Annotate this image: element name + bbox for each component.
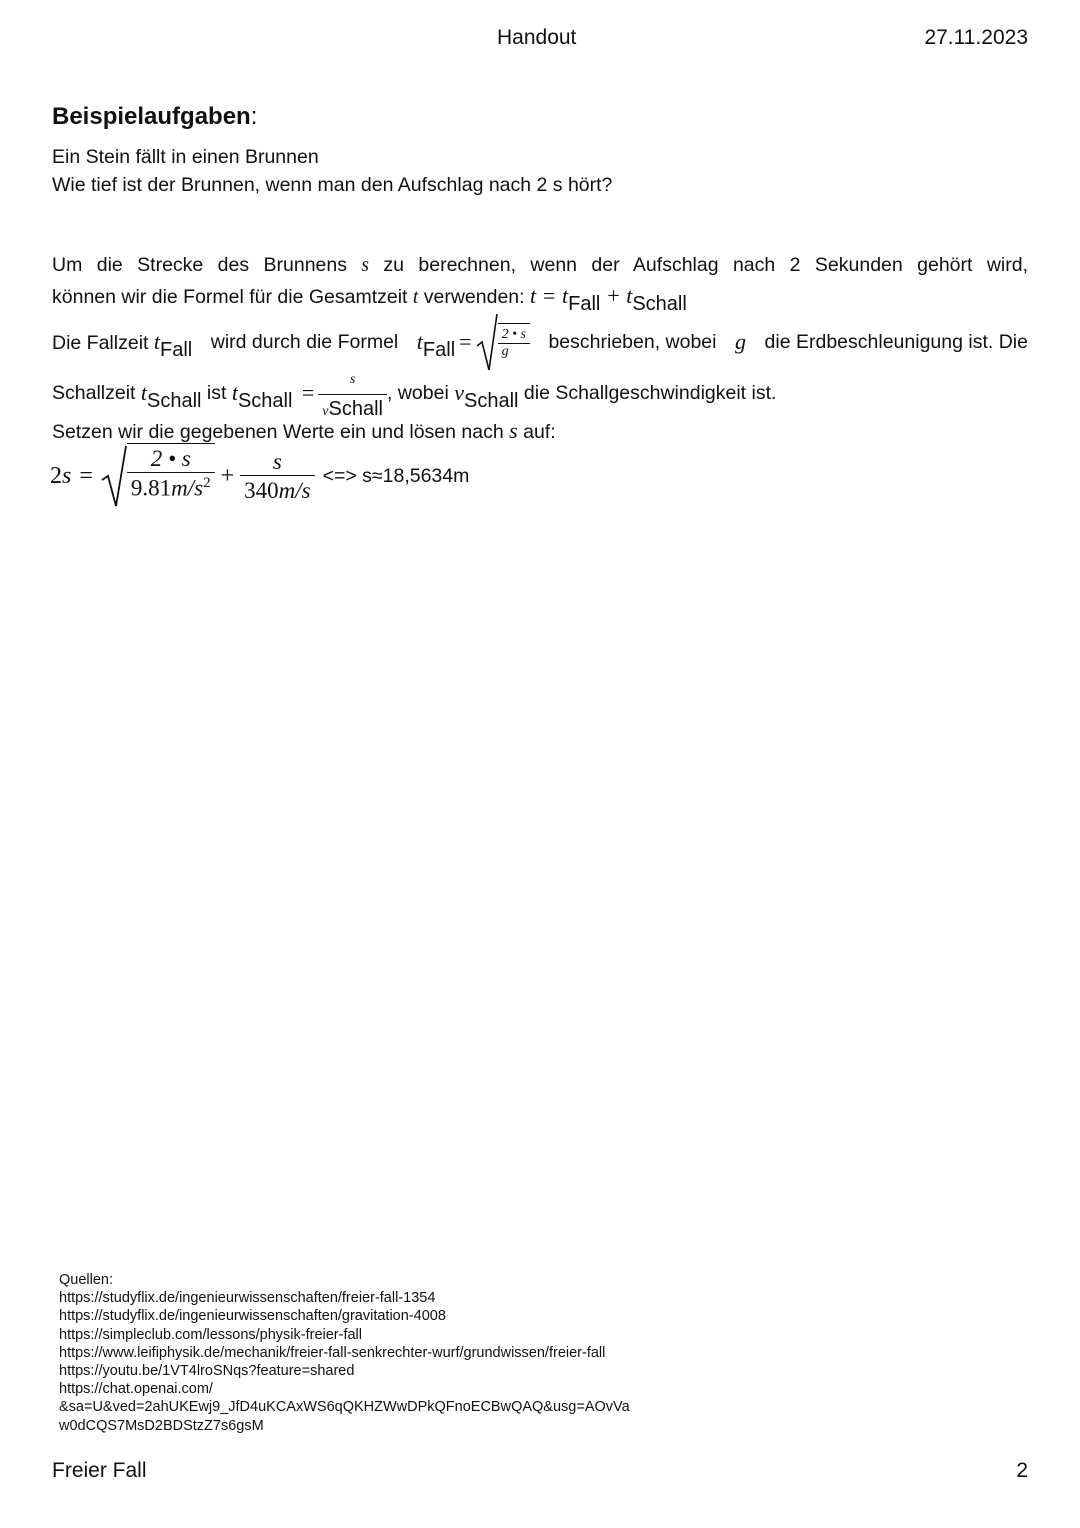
solution-p1-line2 [52, 282, 687, 315]
vschall-v: v [454, 379, 464, 405]
frac-num: 2 • s [498, 327, 530, 344]
p1-line2-text-b: verwenden: [423, 286, 525, 308]
vschall-sub: Schall [463, 389, 519, 412]
eq-fraction-1 [127, 443, 215, 502]
eq-frac2-den-unit: m/s [278, 477, 311, 503]
sqrt-big-icon [101, 444, 127, 508]
tfall-lhs-t: t [416, 329, 423, 354]
final-equation [50, 440, 469, 512]
solution-p2 [52, 314, 1028, 370]
tfall-lhs [416, 329, 456, 361]
schall-den-sub: Schall [328, 398, 383, 420]
header-title: Handout [497, 26, 577, 49]
solution-p1-line1 [52, 254, 1028, 277]
eq-lhs-s: s [62, 462, 72, 489]
sub-schall: Schall [632, 293, 687, 315]
source-link[interactable]: https://www.leifiphysik.de/mechanik/freier-fall-senkrechter-wurf/grundwissen/freier-fall [59, 1344, 606, 1361]
eq-result: <=> s≈18,5634m [322, 464, 470, 487]
vschall-symbol [454, 379, 519, 412]
p3-text-c: , wobei [387, 382, 449, 404]
tfall-eq: = [459, 329, 472, 354]
source-link-continued[interactable]: &sa=U&ved=2ahUKEwj9_JfD4uKCAxWS6qQKHZWwDPkQFnoECBwQAQ&usg=AOvVa [59, 1399, 630, 1416]
eq-fraction-2 [240, 449, 314, 504]
eq-equals: = [79, 462, 93, 489]
source-link[interactable]: https://studyflix.de/ingenieurwissenschaften/freier-fall-1354 [59, 1290, 436, 1307]
formula-t-schall: t [626, 283, 633, 308]
eq-frac2-den-val: 340 [244, 477, 279, 503]
sub-fall: Fall [568, 293, 601, 315]
tfall-symbol [153, 329, 193, 361]
formula-t-fall: t [561, 283, 569, 308]
p2-text-b: wird durch die Formel [210, 330, 399, 353]
heading-text: Beispielaufgaben [52, 103, 251, 130]
formula-eq: = [541, 283, 557, 308]
task-line-1: Ein Stein fällt in einen Brunnen [52, 146, 319, 168]
eq-frac1-num [127, 446, 215, 473]
formula-t: t [530, 283, 537, 308]
p2-text-a: Die Fallzeit [52, 332, 149, 354]
p1-line2-text: können wir die Formel für die Gesamtzeit [52, 286, 408, 308]
tschall-t: t [140, 379, 148, 405]
tschall-lhs-sub: Schall [237, 389, 293, 412]
source-link-continued[interactable]: w0dCQS7MsD2BDStzZ7s6gsM [59, 1417, 264, 1434]
var-t: t [412, 287, 419, 308]
tschall-lhs-t: t [231, 379, 238, 405]
solution-p3 [52, 368, 776, 418]
tschall-symbol [140, 379, 202, 412]
p3-text-a: Schallzeit [52, 382, 136, 404]
page-number: 2 [1016, 1459, 1028, 1482]
footer-title: Freier Fall [52, 1459, 147, 1482]
tfall-lhs-sub: Fall [422, 339, 456, 361]
eq-frac1-den-exp: 2 [203, 474, 211, 491]
tschall-eq: = [301, 380, 315, 405]
tschall-sub: Schall [147, 389, 202, 412]
tschall-lhs [231, 379, 293, 412]
p2-text-c: beschrieben, wobei [548, 330, 717, 353]
eq-frac2-num: s [240, 449, 314, 476]
eq-frac1-num-text: 2 • s [150, 445, 191, 471]
p4-text-end: auf: [523, 421, 556, 443]
source-link[interactable]: https://simpleclub.com/lessons/physik-freier-fall [59, 1326, 362, 1343]
source-link[interactable]: https://chat.openai.com/ [59, 1381, 213, 1398]
p3-text-b: ist [206, 382, 227, 404]
source-link[interactable]: https://youtu.be/1VT4lroSNqs?feature=shared [59, 1363, 355, 1380]
header-date: 27.11.2023 [924, 26, 1028, 49]
tfall-sub: Fall [160, 339, 193, 361]
eq-lhs [50, 463, 71, 490]
tfall-t: t [153, 329, 160, 354]
eq-frac1-den [127, 473, 215, 502]
formula-fallzeit [417, 312, 530, 372]
var-g: g [735, 329, 747, 354]
p1-text-b: zu berechnen, wenn der Aufschlag nach 2 Sekunden gehört wird, [383, 254, 1028, 276]
sources-block [59, 1271, 630, 1435]
sqrt-sign-icon [476, 312, 498, 372]
heading-colon: : [250, 103, 258, 130]
p3-text-d: die Schallgeschwindigkeit ist. [523, 382, 777, 404]
frac-den: g [501, 343, 509, 359]
var-s: s [361, 255, 369, 276]
formula-plus: + [605, 283, 621, 308]
task-line-2: Wie tief ist der Brunnen, wenn man den Aufschlag nach 2 s hört? [52, 174, 613, 196]
formula-total-time [530, 283, 687, 315]
p2-text-d: die Erdbeschleunigung ist. Die [764, 330, 1028, 353]
sources-label: Quellen: [59, 1272, 114, 1288]
eq-frac1-den-unit: m/s [171, 475, 204, 501]
schall-den-v: v [322, 404, 329, 419]
eq-frac1-den-val: 9.81 [130, 475, 172, 501]
eq-plus: + [220, 462, 235, 489]
section-heading [52, 103, 257, 131]
p1-text-a: Um die Strecke des Brunnens [52, 254, 347, 276]
eq-lhs-2: 2 [50, 462, 62, 489]
eq-frac2-den [240, 476, 314, 504]
p2-a-group [52, 329, 193, 361]
schall-frac-num: s [318, 366, 387, 395]
sqrt-fraction [498, 323, 530, 360]
p4-text: Setzen wir die gegebenen Werte ein und lösen nach [52, 421, 504, 443]
source-link[interactable]: https://studyflix.de/ingenieurwissenschaften/gravitation-4008 [59, 1308, 446, 1325]
p4-var-s: s [509, 418, 518, 443]
